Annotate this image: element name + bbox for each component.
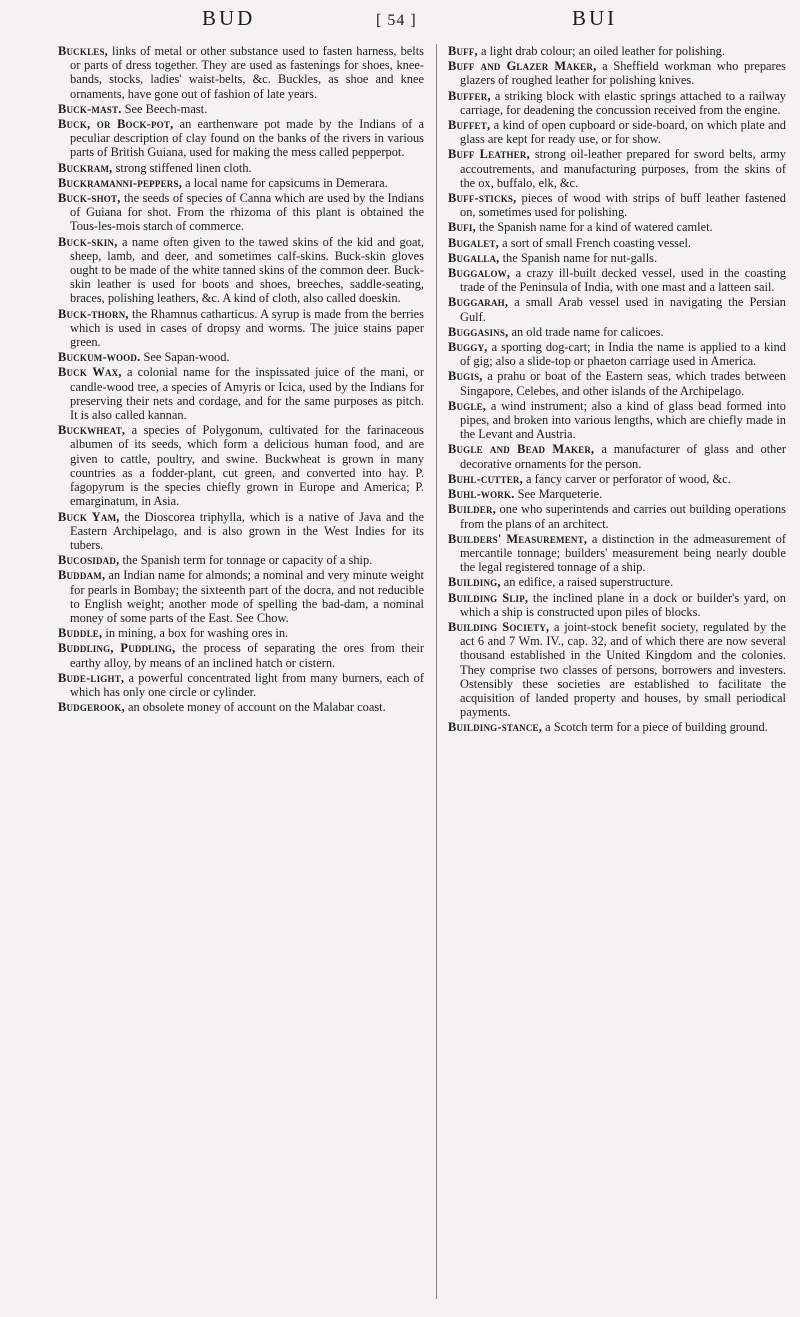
entry-headword: Buffet,: [448, 118, 491, 133]
dictionary-entry: [448, 591, 786, 619]
entry-definition: a sort of small French coasting vessel.: [502, 235, 692, 250]
entry-headword: Bugis,: [448, 369, 483, 384]
entry-definition: See Beech-mast.: [124, 101, 208, 116]
entry-headword: Buff Leather,: [448, 147, 530, 162]
entry-headword: Buckum-wood.: [58, 350, 141, 365]
entry-headword: Buckwheat,: [58, 423, 126, 438]
entry-headword: Buck-mast.: [58, 101, 122, 116]
entry-headword: Bugalla,: [448, 250, 500, 265]
entry-headword: Buggasins,: [448, 324, 509, 339]
dictionary-entry: [448, 266, 786, 294]
entry-definition: an obsolete money of account on the Malabar coast.: [127, 700, 386, 715]
entry-headword: Buck-skin,: [58, 234, 118, 249]
entry-definition: strong oil-leather prepared for sword belts, army accoutrements, and manufacturing purposes, from the skins of the ox, buffalo, elk, &c.: [460, 147, 786, 190]
entry-headword: Buckram,: [58, 160, 113, 175]
dictionary-entry: [448, 720, 786, 734]
dictionary-entry: [448, 532, 786, 575]
dictionary-entry: [448, 325, 786, 339]
entry-definition: See Sapan-wood.: [143, 350, 230, 365]
entry-headword: Buff-sticks,: [448, 191, 517, 206]
entry-headword: Bufi,: [448, 220, 476, 235]
entry-headword: Buck-thorn,: [58, 306, 129, 321]
dictionary-entry: [58, 161, 424, 175]
dictionary-entry: [58, 235, 424, 306]
column-divider: [436, 44, 437, 1299]
entry-headword: Building Slip,: [448, 590, 529, 605]
entry-definition: an earthenware pot made by the Indians of a peculiar description of clay found on the banks of the rivers in various parts of British Guiana, used for making the mess called pepperpot.: [70, 117, 424, 160]
entry-definition: in mining, a box for washing ores in.: [105, 626, 289, 641]
dictionary-entry: [448, 487, 786, 501]
dictionary-entry: [58, 102, 424, 116]
entry-definition: one who superintends and carries out building operations from the plans of an architect.: [460, 502, 786, 531]
entry-headword: Buhl-work.: [448, 487, 515, 502]
entry-definition: the process of separating the ores from their earthy alloy, by means of an inclined hatch or cistern.: [70, 641, 424, 670]
entry-definition: See Marqueterie.: [517, 487, 603, 502]
dictionary-entry: [58, 568, 424, 625]
header-left-guideword: BUD: [202, 6, 256, 30]
dictionary-entry: [448, 236, 786, 250]
dictionary-entry: [448, 340, 786, 368]
dictionary-entry: [58, 626, 424, 640]
dictionary-entry: [58, 191, 424, 234]
entry-headword: Bucosidad,: [58, 553, 120, 568]
entry-headword: Builder,: [448, 502, 496, 517]
dictionary-entry: [58, 553, 424, 567]
entry-headword: Bugle,: [448, 398, 487, 413]
entry-headword: Buff and Glazer Maker,: [448, 59, 597, 74]
entry-definition: an old trade name for calicoes.: [511, 324, 664, 339]
entry-headword: Building,: [448, 575, 501, 590]
entry-definition: the Rhamnus catharticus. A syrup is made from the berries which is used in cases of dropsy and worms. The juice stains paper green.: [70, 306, 424, 350]
entry-definition: the Spanish term for tonnage or capacity of a ship.: [122, 553, 373, 568]
entry-definition: a prahu or boat of the Eastern seas, which trades between Singapore, Celebes, and other islands of the Archipelago.: [460, 369, 787, 398]
entry-definition: a small Arab vessel used in navigating the Persian Gulf.: [460, 295, 786, 324]
entry-definition: a local name for capsicums in Demerara.: [185, 175, 388, 190]
entry-definition: a kind of open cupboard or side-board, on which plate and glass are kept for ready use, or for show.: [460, 118, 786, 147]
dictionary-entry: [58, 641, 424, 669]
dictionary-entry: [448, 472, 786, 486]
entry-headword: Buhl-cutter,: [448, 471, 523, 486]
dictionary-entry: [448, 399, 786, 442]
entry-headword: Building-stance,: [448, 720, 543, 735]
dictionary-entry: [448, 369, 786, 397]
entry-headword: Buggy,: [448, 340, 488, 355]
dictionary-entry: [448, 442, 786, 470]
entry-definition: strong stiffened linen cloth.: [115, 160, 252, 175]
dictionary-entry: [448, 89, 786, 117]
entry-headword: Bude-light,: [58, 670, 125, 685]
entry-definition: the Spanish name for nut-galls.: [502, 250, 658, 265]
dictionary-entry: [448, 59, 786, 87]
entry-definition: a crazy ill-built decked vessel, used in the coasting trade of the Peninsula of India, with one mast and a latteen sail.: [460, 266, 787, 295]
entry-headword: Buggalow,: [448, 266, 511, 281]
entry-definition: a wind instrument; also a kind of glass bead formed into pipes, and broken into various lengths, which are chiefly made in the Levant and Austria.: [460, 398, 786, 442]
dictionary-entry: [58, 423, 424, 508]
dictionary-entry: [448, 251, 786, 265]
dictionary-entry: [448, 118, 786, 146]
entry-headword: Buckramanni-peppers,: [58, 175, 182, 190]
dictionary-entry: [58, 176, 424, 190]
dictionary-entry: [58, 510, 424, 553]
entry-definition: the seeds of species of Canna which are used by the Indians of Guiana for shot. From the rhizoma of this plant is obtained the Tous-les-mois starch of commerce.: [70, 191, 424, 234]
entry-definition: a Scotch term for a piece of building ground.: [545, 720, 768, 735]
entry-definition: the Dioscorea triphylla, which is a native of Java and the Eastern Archipelago, and is also grown in the West Indies for its tubers.: [70, 509, 424, 552]
entry-headword: Buck-shot,: [58, 191, 121, 206]
entry-definition: links of metal or other substance used to fasten harness, belts or parts of dress together. They are used as fastenings for shoes, knee-bands, stocks, ladies' waist-belts, &c. Buckles, as shoe and knee ornaments, have gone out of fashion of late years.: [70, 44, 424, 101]
entry-definition: an Indian name for almonds; a nominal and very minute weight for pearls in Bombay; the sixteenth part of the docra, and not reducible to English weight; another mode of spelling the bad-dam, a nominal money of some parts of the East. See Chow.: [70, 568, 424, 625]
entry-headword: Buddling, Puddling,: [58, 641, 176, 656]
dictionary-entry: [58, 700, 424, 714]
entry-definition: a sporting dog-cart; in India the name is applied to a kind of gig; also a slide-top or phaeton carriage used in America.: [460, 340, 786, 369]
dictionary-entry: [448, 502, 786, 530]
entry-definition: a fancy carver or perforator of wood, &c.: [526, 471, 731, 486]
dictionary-entry: [58, 365, 424, 422]
dictionary-entry: [448, 575, 786, 589]
entry-definition: a distinction in the admeasurement of mercantile tonnage; builders' measurement being nearly double the legal registered tonnage of a ship.: [460, 531, 786, 575]
entry-definition: a species of Polygonum, cultivated for the farinaceous albumen of its seeds, which form a delicious human food, and are given to cattle, poultry, and swine. Buckwheat is grown in many countries as a fodder-plant, cut green, and converted into hay. P. fagopyrum is the species chiefly grown in Europe and America; P. emarginatum, in Asia.: [70, 423, 424, 509]
dictionary-entry: [448, 147, 786, 190]
page-number: [ 54 ]: [376, 12, 417, 29]
entry-headword: Buddle,: [58, 626, 103, 641]
dictionary-entry: [448, 220, 786, 234]
entry-headword: Buck, or Bock-pot,: [58, 117, 174, 132]
entry-definition: the Spanish name for a kind of watered camlet.: [478, 220, 713, 235]
entry-definition: a colonial name for the inspissated juice of the mani, or candle-wood tree, a species of Amyris or Icica, used by the Indians for preserving their nets and cordage, and for the same purposes as pitch. It is also called kannan.: [70, 365, 424, 423]
entry-headword: Buck Yam,: [58, 509, 120, 524]
left-column: [58, 44, 424, 715]
entry-definition: a light drab colour; an oiled leather for polishing.: [480, 44, 725, 58]
entry-definition: a joint-stock benefit society, regulated by the act 6 and 7 Wm. IV., cap. 32, and of which there are now several thousand established in the United Kingdom and the colonies. They comprise two classes of persons, borrowers and investers. Ostensibly these societies are established to facilitate the acquisition of landed property and houses, by small periodical payments.: [460, 619, 786, 720]
dictionary-entry: [58, 307, 424, 350]
entry-headword: Building Society,: [448, 619, 550, 634]
dictionary-entry: [58, 44, 424, 101]
entry-headword: Buddam,: [58, 568, 106, 583]
entry-headword: Buff,: [448, 44, 478, 58]
entry-headword: Builders' Measurement,: [448, 531, 588, 546]
entry-headword: Buggarah,: [448, 295, 509, 310]
entry-definition: an edifice, a raised superstructure.: [503, 575, 674, 590]
dictionary-entry: [448, 295, 786, 323]
entry-definition: the inclined plane in a dock or builder's yard, on which a ship is constructed upon piles of blocks.: [460, 590, 786, 619]
entry-definition: a striking block with elastic springs attached to a railway carriage, for deadening the concussion received from the engine.: [460, 88, 786, 117]
dictionary-entry: [58, 117, 424, 160]
entry-definition: a Sheffield workman who prepares glazers of roughed leather for polishing knives.: [460, 59, 786, 88]
entry-definition: a manufacturer of glass and other decorative ornaments for the person.: [460, 442, 787, 471]
right-column: [448, 44, 786, 736]
entry-definition: a powerful concentrated light from many burners, each of which has only one circle or cylinder.: [70, 670, 424, 699]
dictionary-entry: [448, 620, 786, 719]
entry-headword: Bugalet,: [448, 235, 499, 250]
dictionary-entry: [58, 350, 424, 364]
entry-headword: Budgerook,: [58, 700, 125, 715]
entry-definition: pieces of wood with strips of buff leather fastened on, sometimes used for polishing.: [460, 191, 786, 220]
header-right-guideword: BUI: [572, 6, 618, 30]
entry-headword: Buck Wax,: [58, 365, 122, 380]
dictionary-entry: [58, 671, 424, 699]
entry-headword: Buffer,: [448, 88, 491, 103]
entry-headword: Buckles,: [58, 44, 108, 58]
dictionary-entry: [448, 44, 786, 58]
dictionary-entry: [448, 191, 786, 219]
entry-headword: Bugle and Bead Maker,: [448, 442, 595, 457]
entry-definition: a name often given to the tawed skins of the kid and goat, sheep, lamb, and deer, and sometimes calf-skins. Buck-skin gloves ought to be made of the white tanned skins of the common deer. Buck-skin leather is used for boots and shoes, breeches, saddle-seating, braces, polishing leathers, &c. A kind of cloth, also called doeskin.: [70, 234, 424, 306]
running-header: [0, 4, 800, 40]
